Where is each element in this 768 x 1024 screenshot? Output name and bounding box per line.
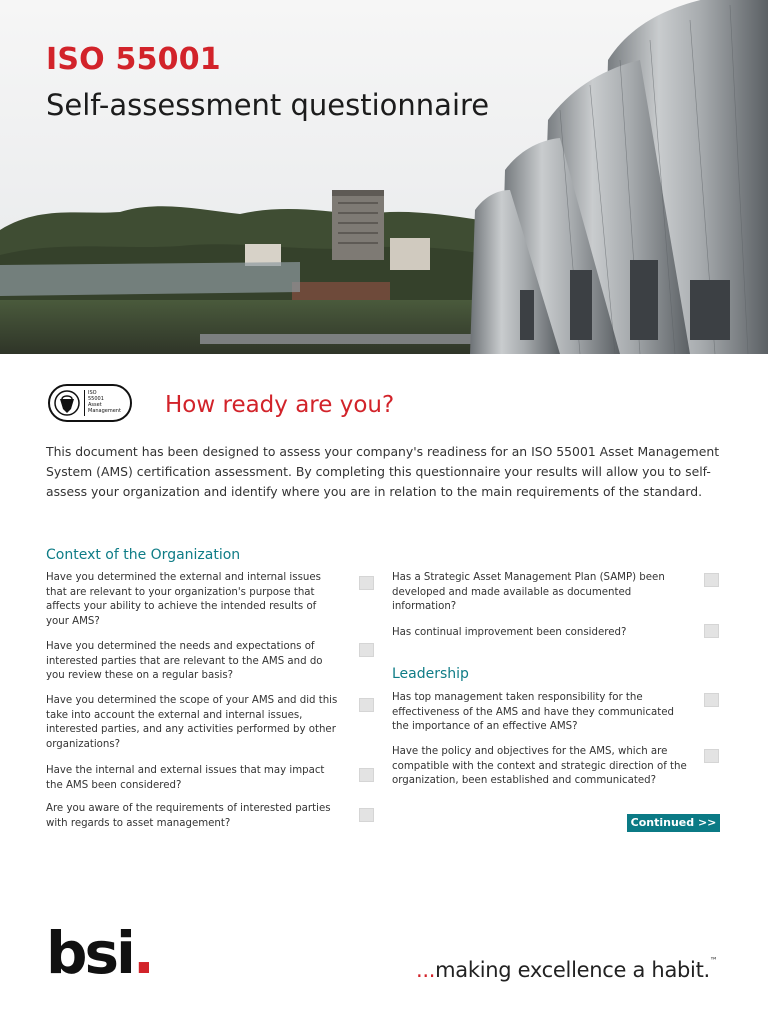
answer-checkbox[interactable]	[359, 698, 374, 712]
question-context-2: Have you determined the needs and expectations of interested parties that are relevant to the AMS and do you review these on a regular basis?	[46, 641, 323, 682]
question-samp: Has a Strategic Asset Management Plan (SAMP) been developed and made available as documented information?	[392, 572, 665, 613]
continued-button[interactable]: Continued >>	[627, 814, 720, 832]
section-heading: How ready are you?	[165, 392, 395, 418]
badge-text	[88, 390, 121, 414]
answer-checkbox[interactable]	[704, 624, 719, 638]
document-subtitle: Self-assessment questionnaire	[46, 88, 490, 122]
tagline	[416, 958, 718, 982]
logo-dot: .	[132, 919, 152, 987]
hero-image	[0, 0, 768, 354]
question-context-3: Have you determined the scope of your AMS and did this take into account the external and internal issues, interested parties, and any activities performed by other organizations?	[46, 695, 338, 751]
question-context-1: Have you determined the external and internal issues that are relevant to your organization's purpose that affects your ability to achieve the intended results of your AMS?	[46, 572, 321, 628]
certification-badge	[48, 384, 132, 422]
question-leadership-2: Have the policy and objectives for the AMS, which are compatible with the context and strategic direction of the organization, been established and communicated?	[392, 746, 687, 787]
document-title: ISO 55001	[46, 42, 221, 77]
question-leadership-1: Has top management taken responsibility for the effectiveness of the AMS and have they communicated the importance of an effective AMS?	[392, 692, 674, 733]
bsi-kitemark-icon	[53, 389, 81, 417]
answer-checkbox[interactable]	[359, 768, 374, 782]
question-continual-improvement: Has continual improvement been considered?	[392, 627, 627, 638]
answer-checkbox[interactable]	[359, 576, 374, 590]
bsi-logo	[46, 920, 152, 986]
answer-checkbox[interactable]	[704, 693, 719, 707]
question-context-4: Have the internal and external issues that may impact the AMS been considered?	[46, 765, 325, 791]
answer-checkbox[interactable]	[359, 808, 374, 822]
badge-line-2: 55001	[88, 396, 104, 402]
context-heading: Context of the Organization	[46, 547, 241, 563]
intro-paragraph: This document has been designed to assess your company's readiness for an ISO 55001 Asset Management System (AMS) certification assessment. By completing this questionnaire your results will allow you to self-assess your organization and identify where you are in relation to the main requirements of the standard.	[46, 444, 720, 499]
tagline-dots: ...	[416, 958, 436, 982]
badge-divider	[84, 390, 85, 416]
badge-line-1: ISO	[88, 390, 97, 396]
logo-text: bsi	[46, 919, 133, 987]
leadership-heading: Leadership	[392, 666, 469, 682]
tagline-text: making excellence a habit.	[435, 958, 710, 982]
badge-line-3: Asset	[88, 402, 102, 408]
answer-checkbox[interactable]	[704, 573, 719, 587]
badge-line-4: Management	[88, 408, 121, 414]
question-context-5: Are you aware of the requirements of interested parties with regards to asset management?	[46, 803, 331, 829]
answer-checkbox[interactable]	[704, 749, 719, 763]
answer-checkbox[interactable]	[359, 643, 374, 657]
trademark-symbol: ™	[709, 956, 718, 965]
